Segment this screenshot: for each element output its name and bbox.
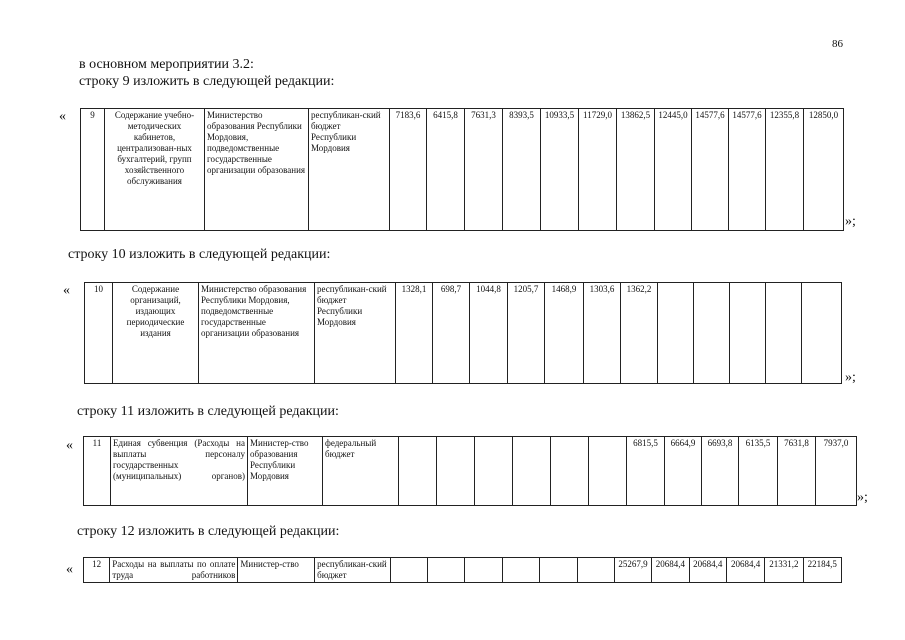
value-cell: 6135,5	[739, 437, 778, 506]
open-quote: «	[66, 562, 73, 577]
row-executor: Министерство образования Республики Мордовия, подведомственные государственные организации образования	[199, 283, 315, 384]
close-mark: »;	[857, 490, 868, 505]
value-cell: 1205,7	[508, 283, 545, 384]
row-number: 10	[85, 283, 113, 384]
table-row-9	[80, 108, 844, 231]
value-cell	[551, 437, 589, 506]
value-cell: 6693,8	[702, 437, 739, 506]
value-cell	[589, 437, 627, 506]
value-cell: 14577,6	[729, 109, 766, 231]
value-cell	[502, 558, 539, 583]
heading-row-10: строку 10 изложить в следующей редакции:	[68, 247, 331, 262]
row-executor: Министер-ство	[238, 558, 315, 583]
row-executor: Министер-ство образования Республики Мордовия	[248, 437, 323, 506]
value-cell	[399, 437, 437, 506]
open-quote: «	[59, 109, 66, 124]
row-source: республикан-ский бюджет Республики Мордовия	[315, 283, 396, 384]
value-cell	[465, 558, 502, 583]
value-cell: 6415,8	[427, 109, 465, 231]
value-cell	[428, 558, 465, 583]
row-name: Содержание организаций, издающих периодические издания	[113, 283, 199, 384]
value-cell: 13862,5	[617, 109, 655, 231]
value-cell: 7183,6	[390, 109, 427, 231]
row-source: республикан-ский бюджет Республики Мордовия	[309, 109, 390, 231]
value-cell: 12355,8	[766, 109, 804, 231]
row-number: 11	[84, 437, 111, 506]
value-cell: 7631,3	[465, 109, 503, 231]
value-cell: 1044,8	[470, 283, 508, 384]
heading-row-12: строку 12 изложить в следующей редакции:	[77, 524, 340, 539]
value-cell	[437, 437, 475, 506]
table-row-11	[83, 436, 857, 506]
page-number: 86	[832, 38, 843, 50]
value-cell: 20684,4	[726, 558, 764, 583]
heading-row-11: строку 11 изложить в следующей редакции:	[77, 404, 339, 419]
row-name: Единая субвенция (Расходы на выплаты персоналу государственных (муниципальных) органов)	[111, 437, 248, 506]
value-cell: 12850,0	[804, 109, 844, 231]
value-cell: 14577,6	[692, 109, 729, 231]
table-row-10	[84, 282, 842, 384]
value-cell: 8393,5	[503, 109, 541, 231]
value-cell	[577, 558, 614, 583]
value-cell: 1362,2	[621, 283, 658, 384]
value-cell: 11729,0	[579, 109, 617, 231]
value-cell: 1328,1	[396, 283, 433, 384]
value-cell	[475, 437, 513, 506]
value-cell: 698,7	[433, 283, 470, 384]
row-source: федеральный бюджет	[323, 437, 399, 506]
open-quote: «	[63, 283, 70, 298]
value-cell	[694, 283, 730, 384]
value-cell	[390, 558, 427, 583]
heading-row-9: строку 9 изложить в следующей редакции:	[79, 74, 335, 89]
value-cell: 6815,5	[627, 437, 665, 506]
value-cell: 1303,6	[584, 283, 621, 384]
value-cell	[730, 283, 766, 384]
value-cell: 25267,9	[614, 558, 651, 583]
open-quote: «	[66, 438, 73, 453]
value-cell: 7937,0	[816, 437, 857, 506]
value-cell: 6664,9	[665, 437, 702, 506]
row-number: 9	[81, 109, 105, 231]
value-cell: 12445,0	[655, 109, 692, 231]
close-mark: »;	[845, 370, 856, 385]
row-number: 12	[84, 558, 110, 583]
table-row-12	[83, 557, 842, 583]
row-executor: Министерство образования Республики Мордовия, подведомственные государственные организации образования	[205, 109, 309, 231]
value-cell	[766, 283, 802, 384]
close-mark: »;	[845, 214, 856, 229]
value-cell: 10933,5	[541, 109, 579, 231]
value-cell	[658, 283, 694, 384]
value-cell	[802, 283, 842, 384]
row-name: Расходы на выплаты по оплате труда работников	[110, 558, 238, 583]
value-cell: 20684,4	[689, 558, 726, 583]
intro-line-1: в основном мероприятии 3.2:	[79, 57, 254, 72]
value-cell: 20684,4	[652, 558, 689, 583]
value-cell: 22184,5	[803, 558, 841, 583]
value-cell: 7631,8	[778, 437, 816, 506]
value-cell	[540, 558, 577, 583]
value-cell	[513, 437, 551, 506]
row-source: республикан-ский бюджет	[315, 558, 391, 583]
value-cell: 21331,2	[765, 558, 803, 583]
value-cell: 1468,9	[545, 283, 584, 384]
row-name: Содержание учебно-методических кабинетов, централизован-ных бухгалтерий, групп хозяйственного обслуживания	[105, 109, 205, 231]
